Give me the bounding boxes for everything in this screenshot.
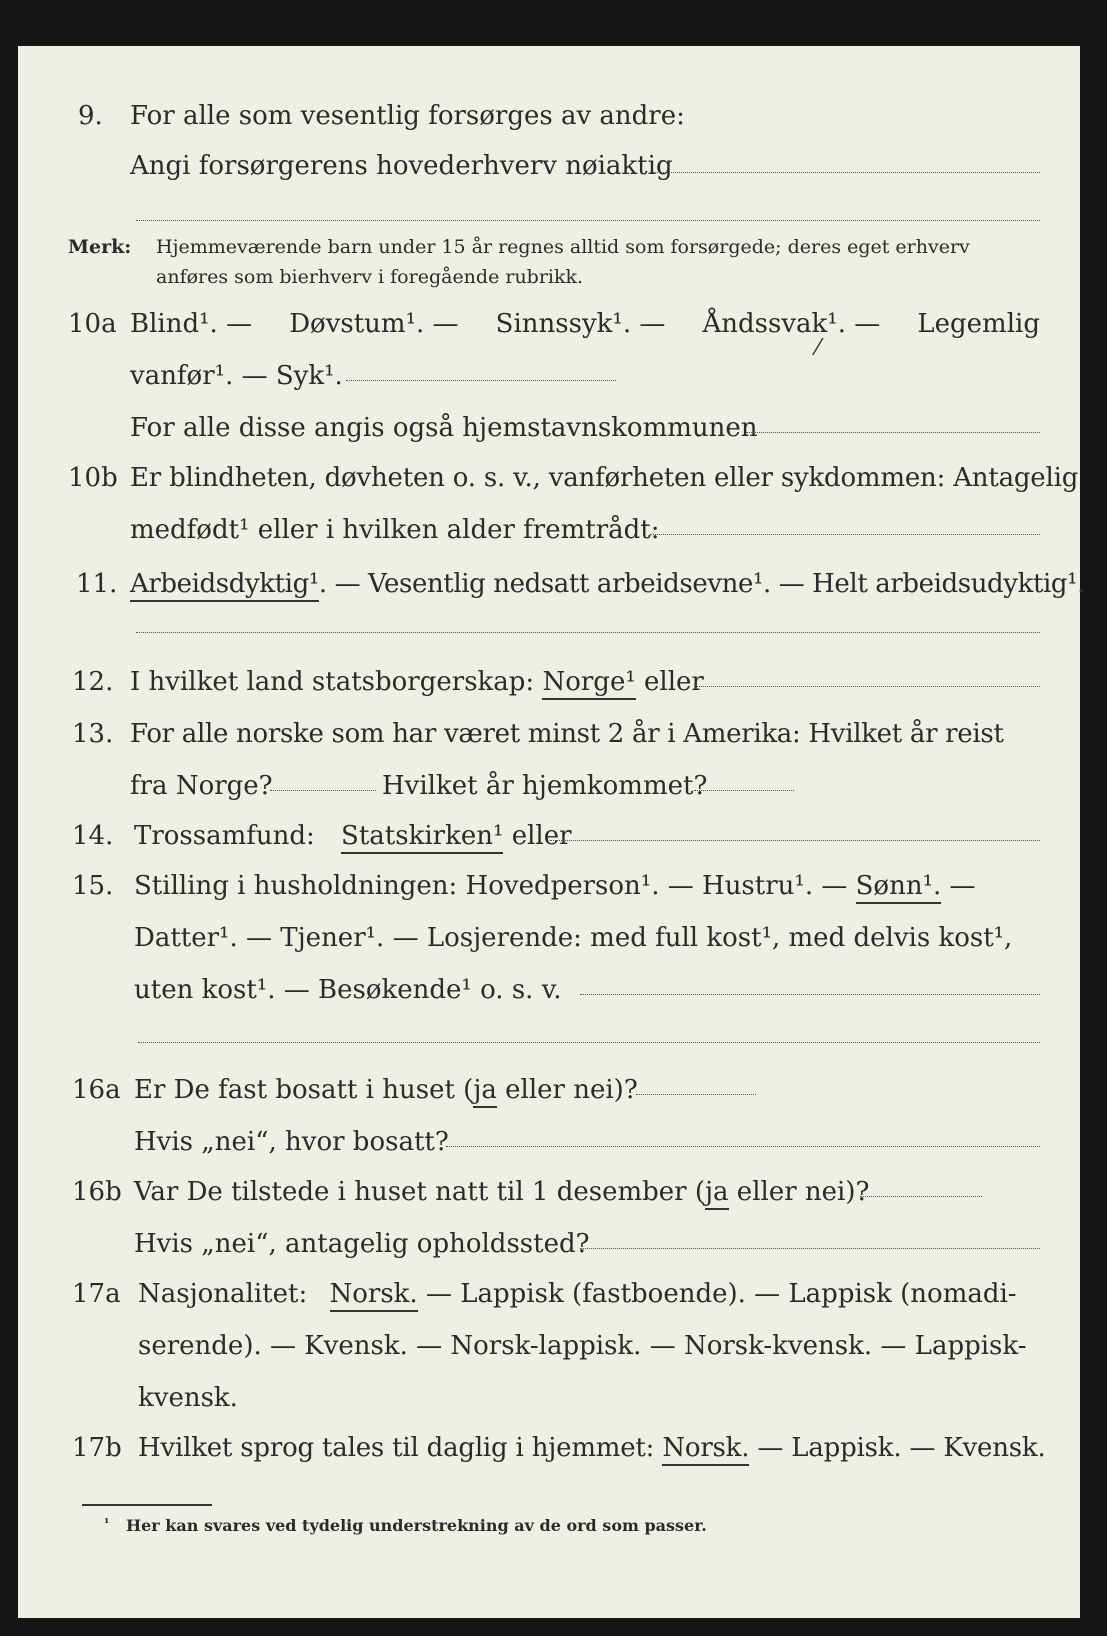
option-dovstum: Døvstum¹. — [289, 309, 459, 339]
note-text: anføres som bierhverv i foregående rubrikk. [156, 266, 584, 288]
footnote-divider [82, 1504, 212, 1506]
question-number: 11. [76, 569, 118, 599]
question-number: 17a [72, 1279, 121, 1309]
selected-answer: ja [705, 1177, 729, 1210]
question-options [134, 866, 976, 906]
question-15-line-2 [18, 918, 1080, 958]
question-options: serende). — Kvensk. — Norsk-lappisk. — Norsk-kvensk. — Lappisk- [138, 1331, 1027, 1361]
question-text: Hvis „nei“, antagelig opholdssted? [134, 1229, 590, 1259]
selected-answer: Statskirken¹ [341, 821, 503, 854]
answer-line[interactable] [694, 790, 794, 791]
question-number: 14. [72, 821, 114, 851]
note-text: Hjemmeværende barn under 15 år regnes alltid som forsørgede; deres eget erhverv [156, 236, 970, 258]
question-text: fra Norge? [130, 771, 273, 801]
question-number: 10a [68, 309, 117, 339]
question-15 [18, 866, 1080, 906]
footnote-marker: ¹ [104, 1516, 110, 1530]
question-suffix: eller [511, 821, 572, 851]
question-11 [18, 564, 1086, 604]
question-12 [18, 662, 1080, 702]
answer-line[interactable] [860, 1196, 982, 1197]
question-text [134, 816, 572, 856]
question-10a [18, 304, 1080, 344]
answer-line[interactable] [650, 534, 1040, 535]
question-text: vanfør¹. — Syk¹. [130, 361, 343, 391]
question-text: medfødt¹ eller i hvilken alder fremtrådt: [130, 515, 660, 545]
question-text [134, 1172, 869, 1212]
question-options-rest: — Lappisk (fastboende). — Lappisk (nomadi- [425, 1279, 1017, 1309]
question-text: Er blindheten, døvheten o. s. v., vanførheten eller sykdommen: Antagelig [130, 463, 1079, 493]
answer-line[interactable] [270, 790, 376, 791]
question-10b-line-2 [18, 510, 1080, 550]
question-17a-line-3 [18, 1378, 1080, 1418]
question-text [130, 662, 704, 702]
answer-line[interactable] [138, 1042, 1040, 1043]
question-13 [18, 714, 1080, 754]
question-number: 16b [72, 1177, 122, 1207]
question-10a-line-3 [18, 408, 1080, 448]
answer-line[interactable] [636, 1094, 756, 1095]
question-9 [18, 96, 1080, 136]
question-text: For alle norske som har været minst 2 år i Amerika: Hvilket år reist [130, 719, 1004, 749]
question-options [130, 564, 1085, 604]
question-16a-line-2 [18, 1122, 1080, 1162]
question-prompt: Er De fast bosatt i huset ( [134, 1075, 474, 1105]
footnote-text: Her kan svares ved tydelig understrekning av de ord som passer. [126, 1516, 707, 1535]
question-options: Datter¹. — Tjener¹. — Losjerende: med full kost¹, med delvis kost¹, [134, 923, 1013, 953]
question-number: 12. [72, 667, 114, 697]
question-options [130, 304, 1040, 344]
question-prompt: Hvilket sprog tales til daglig i hjemmet: [138, 1433, 655, 1463]
question-number: 9. [78, 101, 103, 131]
question-number: 16a [72, 1075, 121, 1105]
option-andssvak: Åndssvak¹. — [702, 309, 881, 339]
question-13-line-2 [18, 766, 1080, 806]
question-prompt: I hvilket land statsborgerskap: [130, 667, 535, 697]
question-text: Hvis „nei“, hvor bosatt? [134, 1127, 449, 1157]
selected-answer: Norsk. [662, 1433, 749, 1466]
question-17b [18, 1428, 1080, 1468]
question-text: Angi forsørgerens hovederhverv nøiaktig [130, 151, 673, 181]
question-10b [18, 458, 1080, 498]
selected-answer: Norge¹ [542, 667, 635, 700]
question-16b-line-2 [18, 1224, 1080, 1264]
question-prompt: Trossamfund: [134, 821, 315, 851]
option-legemlig: Legemlig [917, 309, 1040, 339]
answer-line[interactable] [550, 840, 1040, 841]
answer-line[interactable] [346, 380, 616, 381]
selected-answer: Norsk. [330, 1279, 418, 1312]
answer-line[interactable] [446, 1146, 1040, 1147]
question-text [134, 1070, 638, 1110]
answer-line[interactable] [580, 994, 1040, 995]
selected-answer: Arbeidsdyktig¹ [130, 569, 319, 602]
question-prompt: Var De tilstede i huset natt til 1 desember ( [134, 1177, 705, 1207]
other-options: . — Vesentlig nedsatt arbeidsevne¹. — Helt arbeidsudyktig¹. [318, 569, 1086, 599]
answer-line[interactable] [580, 1248, 1040, 1249]
question-options-rest: — Lappisk. — Kvensk. [757, 1433, 1046, 1463]
answer-line[interactable] [136, 632, 1040, 633]
question-text: For alle disse angis også hjemstavnskommunen [130, 413, 758, 443]
question-15-line-3 [18, 970, 1080, 1010]
answer-line[interactable] [694, 686, 1040, 687]
selected-answer: ja [473, 1075, 497, 1108]
question-options: kvensk. [138, 1383, 238, 1413]
question-suffix: eller nei)? [728, 1177, 870, 1207]
question-number: 17b [72, 1433, 122, 1463]
question-16a [18, 1070, 1080, 1110]
question-14 [18, 816, 1080, 856]
question-text: For alle som vesentlig forsørges av andre: [130, 101, 685, 131]
option-sinnssyk: Sinnssyk¹. — [495, 309, 666, 339]
answer-line[interactable] [136, 220, 1040, 221]
question-text: Hvilket år hjemkommet? [382, 771, 708, 801]
note-label: Merk: [68, 236, 132, 258]
question-suffix: eller nei)? [496, 1075, 638, 1105]
answer-line[interactable] [746, 432, 1040, 433]
question-options [138, 1428, 1046, 1468]
question-options: uten kost¹. — Besøkende¹ o. s. v. [134, 975, 562, 1005]
question-17a [18, 1274, 1080, 1314]
question-number: 15. [72, 871, 114, 901]
pen-mark: ⁄ [816, 336, 820, 361]
option-blind: Blind¹. — [130, 309, 253, 339]
question-17a-line-2 [18, 1326, 1080, 1366]
question-prompt: Nasjonalitet: [138, 1279, 308, 1309]
selected-answer: Sønn¹. [856, 871, 942, 904]
question-suffix: eller [644, 667, 704, 697]
question-suffix: — [949, 871, 976, 901]
question-text: Stilling i husholdningen: Hovedperson¹. — Hustru¹. — [134, 871, 848, 901]
answer-line[interactable] [650, 172, 1040, 173]
question-options [138, 1274, 1017, 1314]
question-number: 10b [68, 463, 118, 493]
census-form-page [18, 46, 1086, 1618]
question-10a-line-2 [18, 356, 1080, 396]
question-16b [18, 1172, 1080, 1212]
question-number: 13. [72, 719, 114, 749]
question-9-line-2 [18, 146, 1080, 186]
